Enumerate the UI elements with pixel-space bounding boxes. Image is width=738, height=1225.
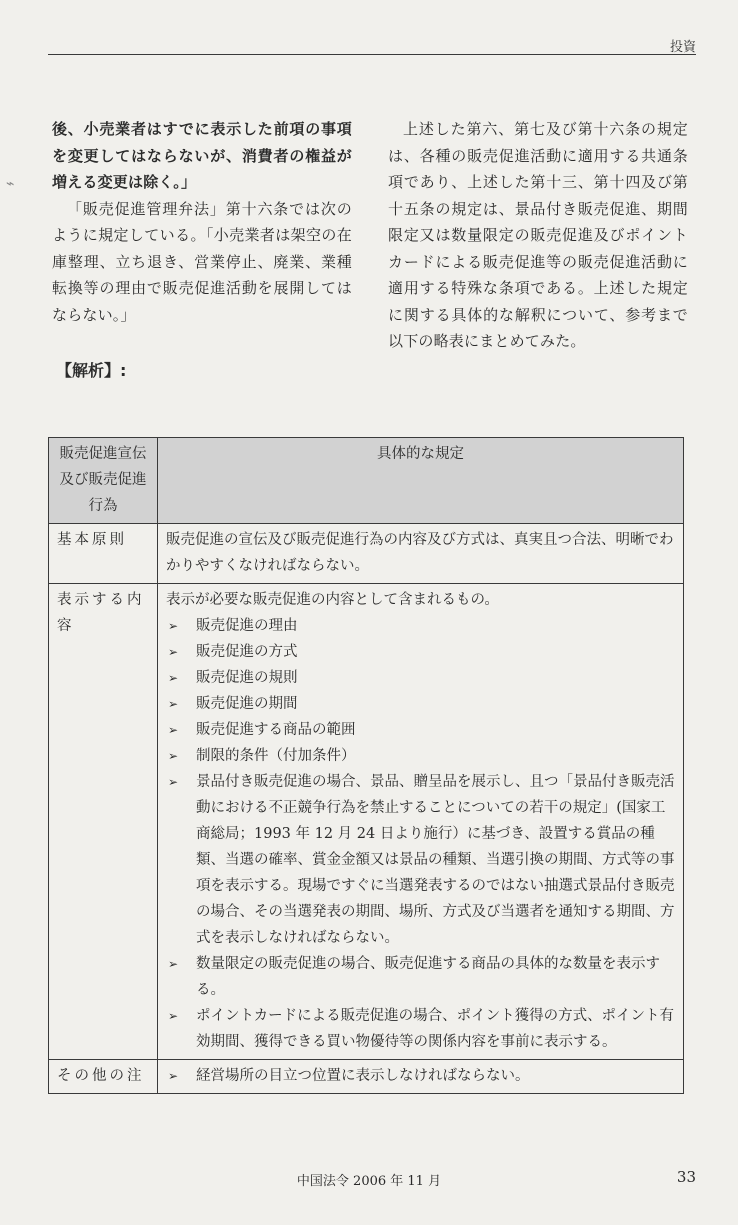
analysis-heading: 【解析】: xyxy=(56,361,127,380)
table-header-row xyxy=(49,438,684,524)
item-list xyxy=(166,1063,675,1089)
list-item: ➢ 販売促進する商品の範囲 xyxy=(166,717,675,743)
row-category: 基本原則 xyxy=(49,524,158,584)
row-category: その他の注 xyxy=(49,1060,158,1094)
section-label: 投資 xyxy=(669,40,696,55)
left-paragraph-1: 後、小売業者はすでに表示した前項の事項を変更してはならないが、消費者の権益が増える変更は除く。」 xyxy=(52,120,352,191)
table-row xyxy=(49,524,684,584)
arrow-bullet-icon: ➢ xyxy=(168,775,179,789)
arrow-bullet-icon: ➢ xyxy=(168,723,179,737)
row-content xyxy=(158,1060,684,1094)
arrow-bullet-icon: ➢ xyxy=(168,1009,179,1023)
arrow-bullet-icon: ➢ xyxy=(168,697,179,711)
arrow-bullet-icon: ➢ xyxy=(168,1069,179,1083)
table-row xyxy=(49,584,684,1060)
list-item: ➢ ポイントカードによる販売促進の場合、ポイント獲得の方式、ポイント有効期間、獲得できる買い物優待等の関係内容を事前に表示する。 xyxy=(166,1003,675,1055)
list-item: ➢ 景品付き販売促進の場合、景品、贈呈品を展示し、且つ「景品付き販売活動における不正競争行為を禁止することについての若干の規定」(国家工商総局；1993 年 12 月 24 日より施行）に基づき、設置する賞品の種類、当選の確率、賞金金額又は景品の種類、当選引換の期間、方式等の事項を表示する。現場ですぐに当選発表するのではない抽選式景品付き販売の場合、その当選発表の期間、場所、方式及び当選者を通知する期間、方式を表示しなければならない。 xyxy=(166,769,675,951)
table-header-right: 具体的な規定 xyxy=(158,438,684,524)
list-item: ➢ 数量限定の販売促進の場合、販売促進する商品の具体的な数量を表示する。 xyxy=(166,951,675,1003)
arrow-bullet-icon: ➢ xyxy=(168,749,179,763)
arrow-bullet-icon: ➢ xyxy=(168,645,179,659)
list-item: ➢ 販売促進の期間 xyxy=(166,691,675,717)
left-paragraph-2: 「販売促進管理弁法」第十六条では次のように規定している。「小売業者は架空の在庫整理、立ち退き、営業停止、廃業、業種転換等の理由で販売促進活動を展開してはならない。」 xyxy=(52,199,352,324)
list-item: ➢ 経営場所の目立つ位置に表示しなければならない。 xyxy=(166,1063,675,1089)
list-item: ➢ 制限的条件（付加条件） xyxy=(166,743,675,769)
list-item: ➢ 販売促進の規則 xyxy=(166,665,675,691)
table-row xyxy=(49,1060,684,1094)
arrow-bullet-icon: ➢ xyxy=(168,619,179,633)
page-number: 33 xyxy=(676,1168,696,1186)
table-header-left: 販売促進宣伝及び販売促進行為 xyxy=(49,438,158,524)
header-rule xyxy=(48,54,696,55)
row-category: 表示する内容 xyxy=(49,584,158,1060)
list-item: ➢ 販売促進の方式 xyxy=(166,639,675,665)
footer-publication: 中国法令 2006 年 11 月 xyxy=(296,1174,442,1189)
list-item: ➢ 販売促進の理由 xyxy=(166,613,675,639)
right-column xyxy=(388,116,688,355)
rules-table xyxy=(48,437,684,1094)
arrow-bullet-icon: ➢ xyxy=(168,957,179,971)
row-text: 販売促進の宣伝及び販売促進行為の内容及び方式は、真実且つ合法、明晰でわかりやすくなければならない。 xyxy=(158,524,684,584)
scan-mark: ⌁ xyxy=(6,176,15,192)
right-paragraph-1: 上述した第六、第七及び第十六条の規定は、各種の販売促進活動に適用する共通条項であり、上述した第十三、第十四及び第十五条の規定は、景品付き販売促進、期間限定又は数量限定の販売促進及びポイントカードによる販売促進等の販売促進活動に適用する特殊な条項である。上述した規定に関する具体的な解釈について、参考まで以下の略表にまとめてみた。 xyxy=(388,120,688,350)
item-list xyxy=(166,613,675,1055)
row-content xyxy=(158,584,684,1060)
arrow-bullet-icon: ➢ xyxy=(168,671,179,685)
row-intro: 表示が必要な販売促進の内容として含まれるもの。 xyxy=(166,592,499,608)
left-column xyxy=(52,116,352,328)
